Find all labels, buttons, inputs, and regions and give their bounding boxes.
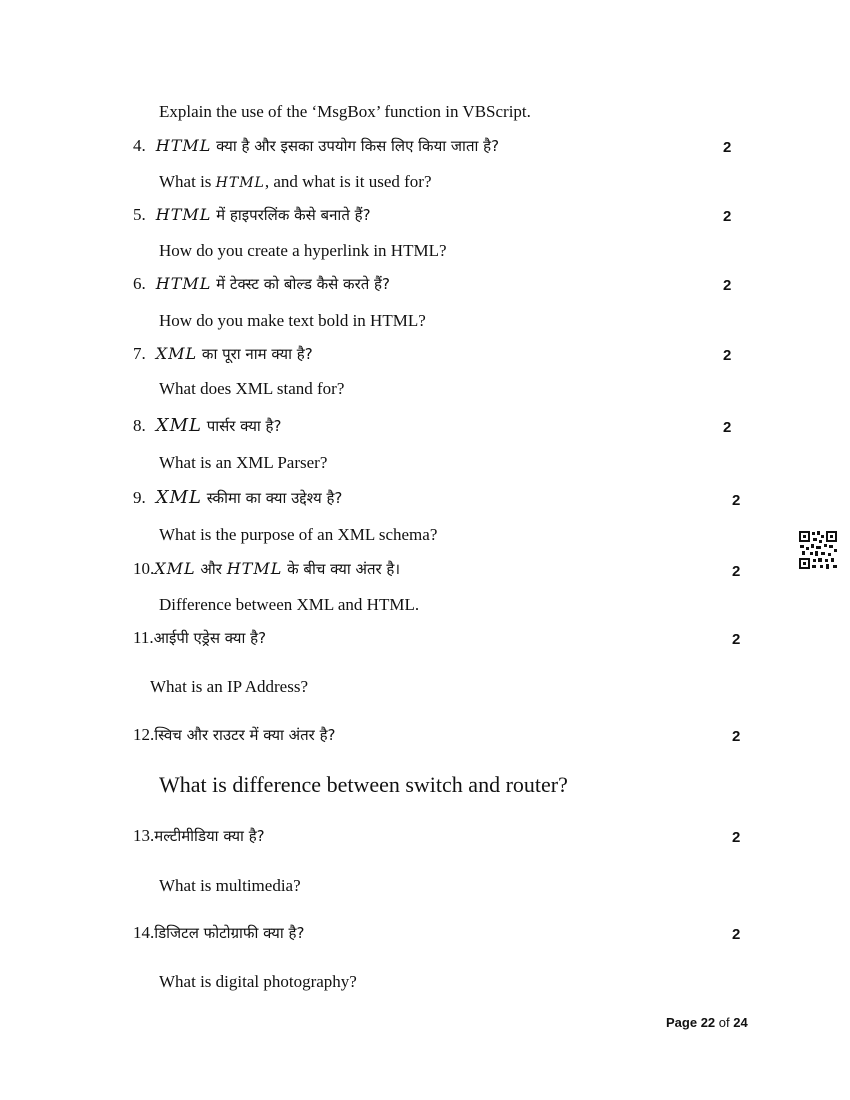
question-13-english: What is multimedia? — [159, 876, 301, 895]
question-6-hindi — [133, 274, 390, 294]
question-text: मल्टीमीडिया क्या है? — [154, 827, 265, 845]
marks: 2 — [723, 139, 732, 156]
question-3-english: Explain the use of the ‘MsgBox’ function in VBScript. — [159, 102, 531, 121]
question-text: स्विच और राउटर में क्या अंतर है? — [154, 726, 336, 744]
math-term: XML — [155, 487, 202, 508]
question-10-english: Difference between XML and HTML. — [159, 595, 420, 614]
question-text: क्या है और इसका उपयोग किस लिए किया जाता है? — [211, 137, 500, 155]
question-13-hindi — [133, 826, 265, 846]
question-8-hindi — [133, 415, 281, 436]
question-12-english: What is difference between switch and router? — [159, 772, 568, 797]
question-11-english: What is an IP Address? — [150, 677, 309, 696]
math-term: HTML — [155, 136, 212, 155]
marks: 2 — [732, 563, 741, 580]
question-text: में हाइपरलिंक कैसे बनाते हैं? — [211, 206, 371, 224]
question-number: 6. — [133, 274, 146, 293]
math-term: HTML — [226, 559, 283, 578]
marks: 2 — [723, 419, 732, 436]
question-number: 13. — [133, 826, 155, 845]
question-text: का पूरा नाम क्या है? — [197, 345, 313, 363]
question-6-english: How do you make text bold in HTML? — [159, 311, 426, 330]
question-text: स्कीमा का क्या उद्देश्य है? — [201, 489, 343, 507]
question-7-hindi — [133, 344, 313, 364]
math-term: HTML — [155, 205, 212, 224]
question-number: 4. — [133, 136, 146, 155]
marks: 2 — [723, 347, 732, 364]
question-text: पार्सर क्या है? — [201, 417, 282, 435]
math-term: XML — [155, 344, 198, 363]
math-term: XML — [155, 415, 202, 436]
marks: 2 — [723, 208, 732, 225]
marks: 2 — [732, 926, 741, 943]
qr-code-icon — [798, 530, 838, 570]
question-5-hindi — [133, 205, 371, 225]
question-10-hindi — [133, 559, 400, 579]
math-term: XML — [154, 559, 196, 578]
question-9-hindi — [133, 487, 342, 508]
question-12-hindi — [133, 725, 336, 745]
marks: 2 — [732, 631, 741, 648]
question-14-hindi — [133, 923, 304, 943]
marks: 2 — [732, 829, 741, 846]
question-7-english: What does XML stand for? — [159, 379, 345, 398]
question-number: 5. — [133, 205, 146, 224]
question-number: 9. — [133, 488, 146, 507]
question-number: 8. — [133, 416, 146, 435]
question-number: 11. — [133, 628, 154, 647]
question-4-english: What is HTML, and what is it used for? — [159, 172, 432, 191]
question-text: आईपी एड्रेस क्या है? — [153, 629, 267, 647]
question-5-english: How do you create a hyperlink in HTML? — [159, 241, 447, 260]
question-text: के बीच क्या अंतर है। — [282, 560, 401, 578]
question-number: 14. — [133, 923, 155, 942]
question-text: में टेक्स्ट को बोल्ड कैसे करते हैं? — [211, 275, 390, 293]
page-footer: Page 22 of 24 — [666, 1015, 748, 1030]
marks: 2 — [732, 728, 741, 745]
marks: 2 — [723, 277, 732, 294]
question-number: 7. — [133, 344, 146, 363]
question-number: 10. — [133, 559, 155, 578]
question-8-english: What is an XML Parser? — [159, 453, 328, 472]
math-term: HTML — [155, 274, 212, 293]
question-14-english: What is digital photography? — [159, 972, 357, 991]
question-text: डिजिटल फोटोग्राफी क्या है? — [154, 924, 305, 942]
marks: 2 — [732, 492, 741, 509]
question-9-english: What is the purpose of an XML schema? — [159, 525, 438, 544]
question-11-hindi — [133, 628, 266, 648]
question-text: और — [195, 560, 227, 578]
question-4-hindi — [133, 136, 499, 156]
question-number: 12. — [133, 725, 155, 744]
